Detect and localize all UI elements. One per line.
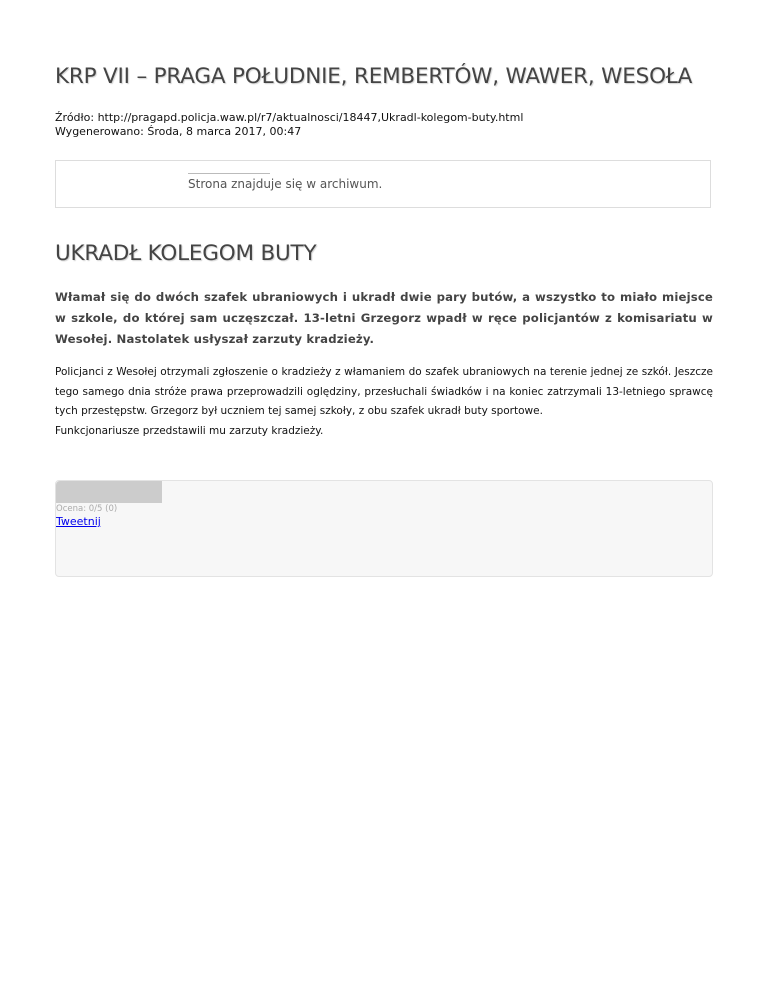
site-title: KRP VII – PRAGA POŁUDNIE, REMBERTÓW, WAWER, WESOŁA: [55, 64, 693, 89]
article-footer: [55, 480, 713, 577]
article-lead: Włamał się do dwóch szafek ubraniowych i ukradł dwie pary butów, a wszystko to miało miejsce w szkole, do której sam uczęszczał. 13-letni Grzegorz wpadł w ręce policjantów z komisariatu w Wesołej. Nastolatek usłyszał zarzuty kradzieży.: [55, 290, 713, 346]
article-paragraph: Funkcjonariusze przedstawili mu zarzuty kradzieży.: [55, 424, 324, 437]
tweet-link[interactable]: Tweetnij: [56, 515, 101, 528]
rating-text: Ocena: 0/5 (0): [56, 504, 118, 514]
rating-stars[interactable]: [56, 481, 162, 503]
article-body: [55, 363, 713, 441]
archive-notice-box: [55, 160, 711, 208]
generated-line: Wygenerowano: Środa, 8 marca 2017, 00:47: [55, 125, 302, 138]
article-paragraph: Policjanci z Wesołej otrzymali zgłoszenie o kradzieży z włamaniem do szafek ubraniowych na terenie jednej ze szkół. Jeszcze tego samego dnia stróże prawa przeprowadzili oględziny, przesłuchali świadków i na koniec zatrzymali 13-letniego sprawcę tych przestępstw. Grzegorz był uczniem tej samej szkoły, z obu szafek ukradł buty sportowe.: [55, 366, 713, 417]
source-line: Źródło: http://pragapd.policja.waw.pl/r7/aktualnosci/18447,Ukradl-kolegom-buty.html: [55, 111, 524, 124]
archive-divider: [188, 173, 270, 174]
archive-notice: Strona znajduje się w archiwum.: [188, 177, 383, 191]
print-meta: [55, 111, 523, 139]
article-title: UKRADŁ KOLEGOM BUTY: [55, 241, 317, 266]
